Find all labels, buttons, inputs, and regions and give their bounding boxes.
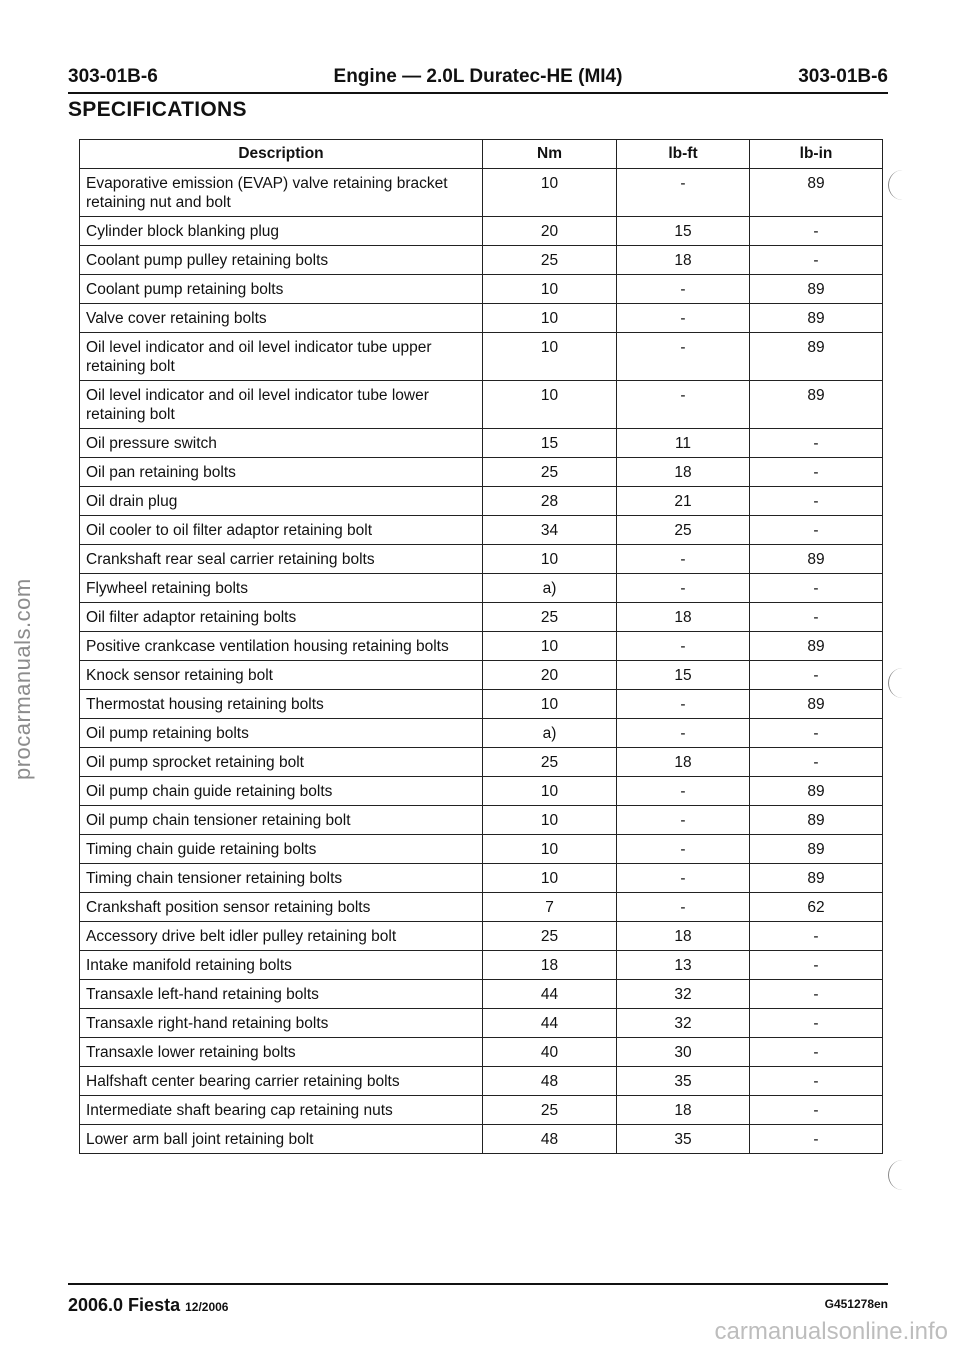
cell-nm: 7 bbox=[483, 893, 617, 922]
table-row bbox=[80, 381, 883, 429]
cell-lb-in: 89 bbox=[750, 777, 883, 806]
cell-lb-in: 89 bbox=[750, 545, 883, 574]
cell-lb-ft: 18 bbox=[617, 246, 750, 275]
cell-description: Coolant pump pulley retaining bolts bbox=[80, 246, 483, 275]
cell-lb-ft: - bbox=[617, 381, 750, 429]
cell-description: Knock sensor retaining bolt bbox=[80, 661, 483, 690]
cell-description: Halfshaft center bearing carrier retaining bolts bbox=[80, 1067, 483, 1096]
cell-nm: 10 bbox=[483, 777, 617, 806]
cell-lb-ft: 30 bbox=[617, 1038, 750, 1067]
cell-lb-ft: 13 bbox=[617, 951, 750, 980]
cell-lb-ft: - bbox=[617, 719, 750, 748]
cell-lb-ft: - bbox=[617, 893, 750, 922]
cell-lb-ft: - bbox=[617, 632, 750, 661]
cell-description: Accessory drive belt idler pulley retaining bolt bbox=[80, 922, 483, 951]
table-row bbox=[80, 632, 883, 661]
cell-lb-ft: 35 bbox=[617, 1067, 750, 1096]
cell-nm: 18 bbox=[483, 951, 617, 980]
cell-nm: 10 bbox=[483, 690, 617, 719]
cell-nm: 15 bbox=[483, 429, 617, 458]
cell-lb-in: - bbox=[750, 487, 883, 516]
cell-lb-in: - bbox=[750, 748, 883, 777]
cell-nm: 44 bbox=[483, 980, 617, 1009]
cell-nm: 10 bbox=[483, 545, 617, 574]
cell-lb-in: - bbox=[750, 980, 883, 1009]
cell-description: Crankshaft position sensor retaining bolts bbox=[80, 893, 483, 922]
cell-lb-ft: - bbox=[617, 835, 750, 864]
cell-nm: 20 bbox=[483, 661, 617, 690]
cell-lb-ft: 18 bbox=[617, 922, 750, 951]
cell-lb-ft: 18 bbox=[617, 603, 750, 632]
cell-lb-in: - bbox=[750, 429, 883, 458]
footer-code: G451278en bbox=[824, 1297, 888, 1311]
cell-lb-ft: - bbox=[617, 169, 750, 217]
table-row bbox=[80, 719, 883, 748]
cell-lb-in: - bbox=[750, 1096, 883, 1125]
cell-description: Flywheel retaining bolts bbox=[80, 574, 483, 603]
cell-description: Intermediate shaft bearing cap retaining nuts bbox=[80, 1096, 483, 1125]
cell-nm: 25 bbox=[483, 922, 617, 951]
cell-lb-ft: 21 bbox=[617, 487, 750, 516]
cell-nm: 25 bbox=[483, 458, 617, 487]
cell-lb-in: 89 bbox=[750, 333, 883, 381]
table-row bbox=[80, 1067, 883, 1096]
cell-nm: 25 bbox=[483, 246, 617, 275]
table-row bbox=[80, 246, 883, 275]
cell-lb-ft: 15 bbox=[617, 661, 750, 690]
cell-nm: 10 bbox=[483, 381, 617, 429]
cell-nm: 34 bbox=[483, 516, 617, 545]
cell-lb-in: - bbox=[750, 719, 883, 748]
cell-description: Oil level indicator and oil level indicator tube upper retaining bolt bbox=[80, 333, 483, 381]
cell-nm: 10 bbox=[483, 304, 617, 333]
footer-date: 12/2006 bbox=[185, 1300, 229, 1314]
column-header-nm: Nm bbox=[483, 140, 617, 169]
table-row bbox=[80, 429, 883, 458]
cell-nm: 20 bbox=[483, 217, 617, 246]
cell-lb-ft: - bbox=[617, 574, 750, 603]
punch-hole-mark bbox=[888, 668, 917, 698]
cell-lb-ft: 35 bbox=[617, 1125, 750, 1154]
table-row bbox=[80, 545, 883, 574]
table-row bbox=[80, 777, 883, 806]
cell-nm: 10 bbox=[483, 333, 617, 381]
cell-lb-in: 89 bbox=[750, 632, 883, 661]
cell-lb-in: 89 bbox=[750, 275, 883, 304]
table-row bbox=[80, 275, 883, 304]
cell-nm: 48 bbox=[483, 1067, 617, 1096]
section-title: SPECIFICATIONS bbox=[68, 98, 247, 121]
cell-lb-in: 89 bbox=[750, 381, 883, 429]
cell-lb-ft: 18 bbox=[617, 458, 750, 487]
cell-nm: 28 bbox=[483, 487, 617, 516]
cell-lb-ft: 32 bbox=[617, 980, 750, 1009]
cell-lb-in: - bbox=[750, 951, 883, 980]
cell-lb-in: 89 bbox=[750, 169, 883, 217]
cell-description: Cylinder block blanking plug bbox=[80, 217, 483, 246]
cell-lb-in: 89 bbox=[750, 864, 883, 893]
header-title: Engine — 2.0L Duratec-HE (MI4) bbox=[333, 66, 623, 87]
table-row bbox=[80, 169, 883, 217]
table-row bbox=[80, 748, 883, 777]
cell-lb-in: - bbox=[750, 1067, 883, 1096]
cell-description: Oil pump chain guide retaining bolts bbox=[80, 777, 483, 806]
cell-lb-ft: - bbox=[617, 864, 750, 893]
cell-description: Oil drain plug bbox=[80, 487, 483, 516]
table-row bbox=[80, 893, 883, 922]
cell-lb-ft: - bbox=[617, 275, 750, 304]
cell-lb-ft: 25 bbox=[617, 516, 750, 545]
cell-description: Oil pressure switch bbox=[80, 429, 483, 458]
cell-nm: 25 bbox=[483, 748, 617, 777]
cell-lb-in: - bbox=[750, 1009, 883, 1038]
cell-lb-in: 89 bbox=[750, 806, 883, 835]
cell-nm: 48 bbox=[483, 1125, 617, 1154]
cell-nm: 44 bbox=[483, 1009, 617, 1038]
cell-lb-ft: - bbox=[617, 333, 750, 381]
table-header-row bbox=[80, 140, 883, 169]
cell-lb-in: - bbox=[750, 661, 883, 690]
column-header-description: Description bbox=[80, 140, 483, 169]
cell-lb-in: - bbox=[750, 922, 883, 951]
bottom-watermark: carmanualsonline.info bbox=[714, 1318, 948, 1345]
cell-lb-ft: 11 bbox=[617, 429, 750, 458]
table-row bbox=[80, 217, 883, 246]
table-row bbox=[80, 806, 883, 835]
cell-description: Coolant pump retaining bolts bbox=[80, 275, 483, 304]
table-row bbox=[80, 922, 883, 951]
cell-lb-in: - bbox=[750, 1038, 883, 1067]
cell-description: Oil filter adaptor retaining bolts bbox=[80, 603, 483, 632]
cell-description: Thermostat housing retaining bolts bbox=[80, 690, 483, 719]
cell-lb-in: - bbox=[750, 574, 883, 603]
table-row bbox=[80, 980, 883, 1009]
table-row bbox=[80, 487, 883, 516]
cell-lb-in: 89 bbox=[750, 690, 883, 719]
cell-nm: a) bbox=[483, 719, 617, 748]
cell-description: Evaporative emission (EVAP) valve retaining bracket retaining nut and bolt bbox=[80, 169, 483, 217]
cell-description: Transaxle lower retaining bolts bbox=[80, 1038, 483, 1067]
cell-description: Timing chain guide retaining bolts bbox=[80, 835, 483, 864]
punch-hole-mark bbox=[888, 170, 917, 200]
cell-lb-in: 89 bbox=[750, 304, 883, 333]
cell-description: Oil cooler to oil filter adaptor retaining bolt bbox=[80, 516, 483, 545]
table-row bbox=[80, 1096, 883, 1125]
table-row bbox=[80, 1125, 883, 1154]
cell-description: Lower arm ball joint retaining bolt bbox=[80, 1125, 483, 1154]
cell-lb-in: - bbox=[750, 603, 883, 632]
cell-lb-in: - bbox=[750, 246, 883, 275]
cell-description: Positive crankcase ventilation housing retaining bolts bbox=[80, 632, 483, 661]
cell-nm: 10 bbox=[483, 806, 617, 835]
cell-lb-ft: 18 bbox=[617, 748, 750, 777]
table-row bbox=[80, 458, 883, 487]
table-row bbox=[80, 661, 883, 690]
cell-nm: 10 bbox=[483, 632, 617, 661]
table-row bbox=[80, 333, 883, 381]
cell-lb-in: - bbox=[750, 516, 883, 545]
cell-description: Oil pump chain tensioner retaining bolt bbox=[80, 806, 483, 835]
cell-description: Intake manifold retaining bolts bbox=[80, 951, 483, 980]
cell-lb-ft: 18 bbox=[617, 1096, 750, 1125]
table-row bbox=[80, 690, 883, 719]
column-header-lb-in: lb-in bbox=[750, 140, 883, 169]
cell-lb-ft: - bbox=[617, 806, 750, 835]
table-row bbox=[80, 864, 883, 893]
cell-lb-ft: - bbox=[617, 545, 750, 574]
cell-description: Oil pump sprocket retaining bolt bbox=[80, 748, 483, 777]
cell-lb-in: - bbox=[750, 217, 883, 246]
table-body bbox=[80, 169, 883, 1154]
footer-model-text: 2006.0 Fiesta bbox=[68, 1295, 181, 1315]
cell-description: Oil level indicator and oil level indicator tube lower retaining bolt bbox=[80, 381, 483, 429]
cell-nm: 25 bbox=[483, 603, 617, 632]
header-section-number-right: 303-01B-6 bbox=[798, 66, 888, 87]
cell-nm: 10 bbox=[483, 275, 617, 304]
cell-nm: a) bbox=[483, 574, 617, 603]
cell-lb-in: - bbox=[750, 458, 883, 487]
cell-lb-ft: 15 bbox=[617, 217, 750, 246]
header-section-number-left: 303-01B-6 bbox=[68, 66, 158, 87]
cell-description: Timing chain tensioner retaining bolts bbox=[80, 864, 483, 893]
cell-lb-ft: - bbox=[617, 304, 750, 333]
cell-nm: 10 bbox=[483, 169, 617, 217]
punch-hole-mark bbox=[888, 1160, 917, 1190]
page-header bbox=[68, 60, 888, 94]
table-row bbox=[80, 516, 883, 545]
specifications-table bbox=[79, 139, 883, 1154]
cell-description: Oil pan retaining bolts bbox=[80, 458, 483, 487]
cell-lb-ft: - bbox=[617, 690, 750, 719]
cell-lb-ft: 32 bbox=[617, 1009, 750, 1038]
cell-lb-in: 89 bbox=[750, 835, 883, 864]
cell-description: Crankshaft rear seal carrier retaining bolts bbox=[80, 545, 483, 574]
cell-description: Transaxle left-hand retaining bolts bbox=[80, 980, 483, 1009]
table-row bbox=[80, 574, 883, 603]
cell-nm: 25 bbox=[483, 1096, 617, 1125]
table-row bbox=[80, 1038, 883, 1067]
column-header-lb-ft: lb-ft bbox=[617, 140, 750, 169]
cell-description: Transaxle right-hand retaining bolts bbox=[80, 1009, 483, 1038]
side-watermark: procarmanuals.com bbox=[10, 578, 35, 780]
table-row bbox=[80, 835, 883, 864]
cell-description: Valve cover retaining bolts bbox=[80, 304, 483, 333]
cell-nm: 10 bbox=[483, 835, 617, 864]
cell-lb-in: - bbox=[750, 1125, 883, 1154]
cell-nm: 40 bbox=[483, 1038, 617, 1067]
table-row bbox=[80, 951, 883, 980]
table-row bbox=[80, 603, 883, 632]
table-row bbox=[80, 1009, 883, 1038]
footer-model bbox=[68, 1295, 228, 1316]
cell-lb-in: 62 bbox=[750, 893, 883, 922]
cell-lb-ft: - bbox=[617, 777, 750, 806]
cell-nm: 10 bbox=[483, 864, 617, 893]
cell-description: Oil pump retaining bolts bbox=[80, 719, 483, 748]
table-row bbox=[80, 304, 883, 333]
